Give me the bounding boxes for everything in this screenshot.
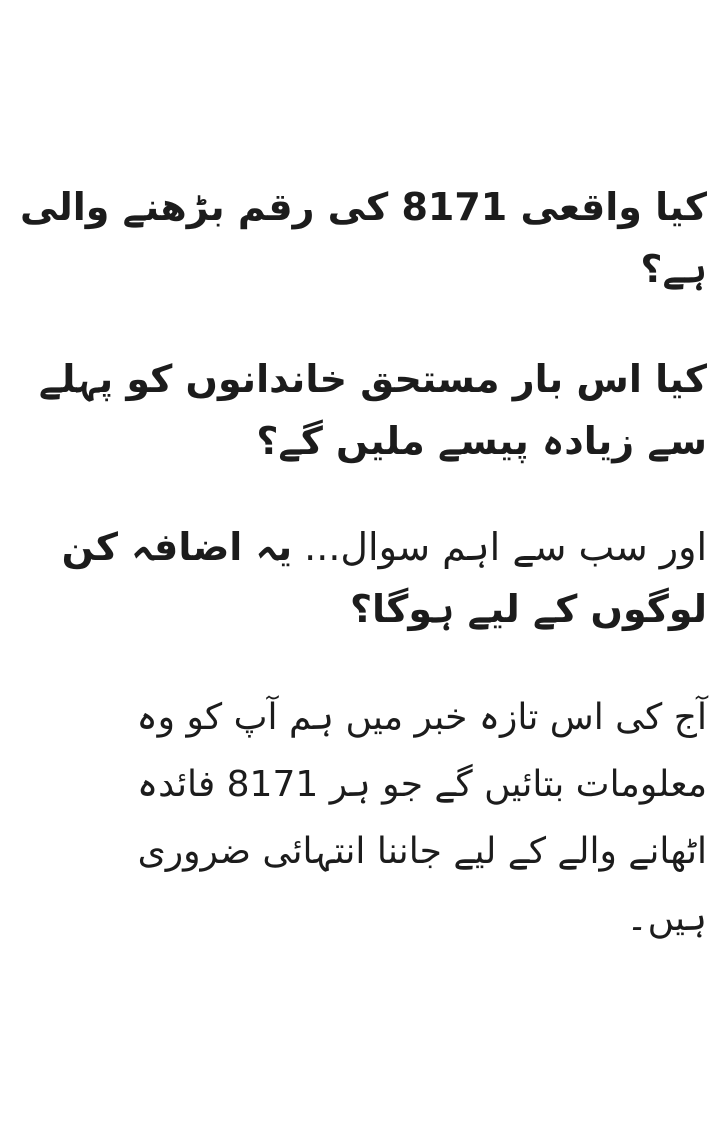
heading-question-2 [28, 348, 707, 472]
heading-3-line-1 [28, 516, 707, 578]
paragraph-line-2: معلومات بتائیں گے جو ہر 8171 فائدہ [137, 764, 707, 805]
heading-question-3 [28, 516, 707, 640]
body-paragraph [28, 684, 707, 952]
heading-2-line-1: کیا اس بار مستحق خاندانوں کو پہلے [38, 357, 707, 401]
heading-3-lead-text: اور سب سے اہم سوال... [292, 525, 707, 569]
heading-3-bold-text: یہ اضافہ کن [61, 525, 293, 569]
heading-2-line-2: سے زیادہ پیسے ملیں گے؟ [256, 419, 707, 463]
heading-3-line-2: لوگوں کے لیے ہوگا؟ [349, 587, 707, 631]
heading-1-line-2: ہے؟ [640, 247, 707, 291]
heading-1-line-1: کیا واقعی 8171 کی رقم بڑھنے والی [20, 185, 707, 229]
paragraph-line-4: ہیں۔ [626, 898, 707, 939]
paragraph-line-3: اٹھانے والے کے لیے جاننا انتہائی ضروری [137, 831, 707, 872]
paragraph-line-1: آج کی اس تازہ خبر میں ہم آپ کو وہ [136, 697, 707, 738]
heading-question-1 [20, 176, 707, 300]
